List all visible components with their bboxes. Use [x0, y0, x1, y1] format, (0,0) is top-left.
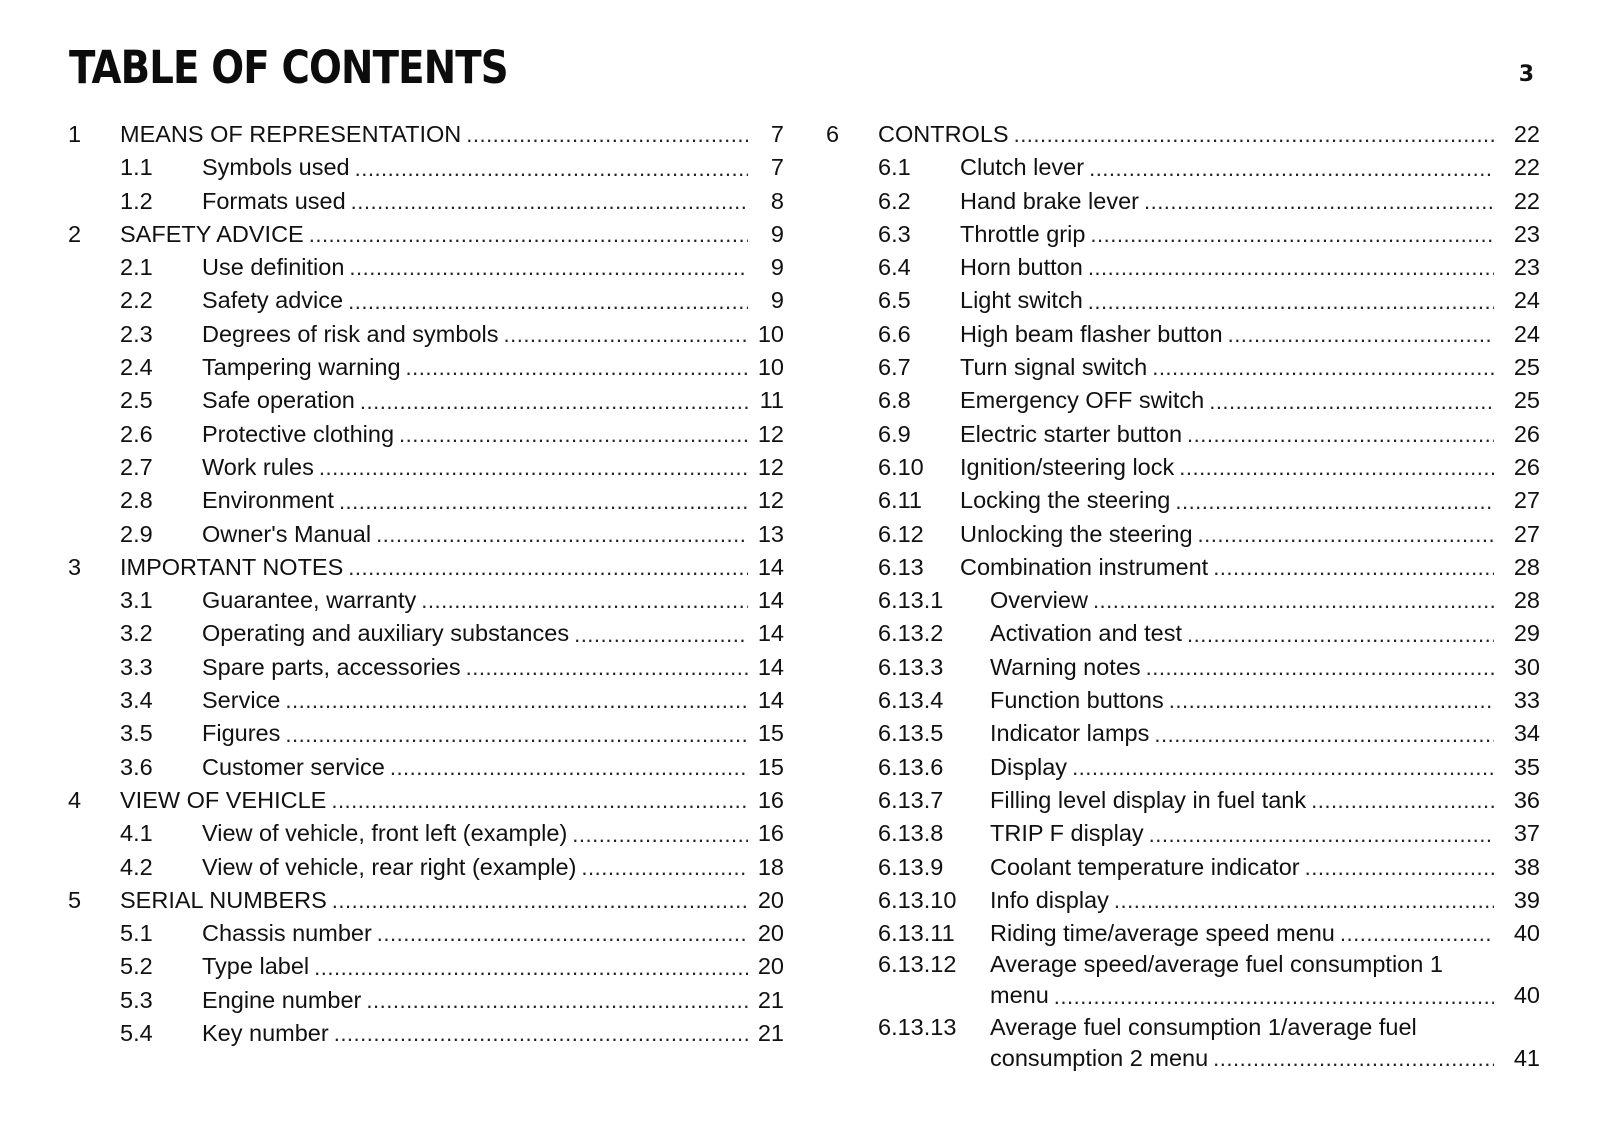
page-title: TABLE OF CONTENTS: [69, 41, 508, 94]
toc-entry: [68, 717, 784, 750]
toc-entry-page: 23: [1513, 254, 1540, 281]
dot-leader: [1093, 584, 1494, 617]
toc-entry-title: VIEW OF VEHICLE: [120, 786, 327, 813]
dot-leader: [1088, 285, 1494, 318]
toc-entry-number: 6.13.11: [878, 920, 955, 947]
dot-leader: [319, 451, 748, 484]
dot-leader: [1014, 118, 1494, 151]
toc-entry-number: 3: [68, 553, 82, 580]
toc-entry: [68, 984, 784, 1017]
toc-entry-title: Spare parts, accessories: [202, 653, 461, 680]
toc-entry: [68, 251, 784, 284]
toc-entry-number: 6.13.10: [878, 886, 957, 913]
dot-leader: [1213, 551, 1494, 584]
toc-entry-number: 6.12: [878, 520, 924, 547]
dot-leader: [406, 351, 748, 384]
toc-entry-title: View of vehicle, rear right (example): [202, 853, 577, 880]
toc-entry-title: CONTROLS: [878, 121, 1009, 147]
toc-entry-title: Operating and auxiliary substances: [202, 620, 570, 647]
toc-entry-page: 20: [757, 920, 784, 947]
toc-entry-page: 28: [1513, 553, 1540, 580]
toc-entry-number: 1.2: [120, 187, 153, 214]
toc-entry-number: 3.3: [120, 653, 153, 680]
toc-entry-page: 20: [757, 886, 784, 913]
toc-entry: [826, 617, 1540, 650]
toc-entry-title: Function buttons: [990, 687, 1164, 714]
toc-entry-page: 27: [1513, 487, 1540, 514]
toc-entry-title: Hand brake lever: [960, 187, 1139, 214]
toc-entry-page: 40: [1513, 982, 1540, 1009]
toc-entry-page: 13: [757, 520, 784, 547]
toc-entry-title: Safe operation: [202, 387, 355, 414]
toc-entry: [826, 651, 1540, 684]
toc-entry-title: Protective clothing: [202, 420, 395, 447]
dot-leader: [1088, 251, 1494, 284]
toc-entry: [68, 218, 784, 251]
toc-entry-number: 2.6: [120, 420, 153, 447]
toc-entry-page: 16: [757, 820, 784, 847]
toc-entry-number: 6.2: [878, 187, 911, 214]
toc-entry-page: 25: [1513, 354, 1540, 381]
toc-entry-page: 24: [1513, 320, 1540, 347]
dot-leader: [314, 951, 748, 984]
dot-leader: [1340, 917, 1494, 950]
toc-right-column: [826, 118, 1540, 1075]
toc-entry-title: High beam flasher button: [960, 320, 1223, 347]
toc-entry-title: Filling level display in fuel tank: [990, 786, 1307, 813]
toc-entry: [68, 817, 784, 850]
toc-entry-page: 14: [757, 687, 784, 714]
toc-entry-number: 6.13.2: [878, 620, 944, 647]
toc-entry-title: Light switch: [960, 287, 1083, 314]
toc-entry: [68, 351, 784, 384]
dot-leader: [1090, 218, 1494, 251]
toc-entry-number: 6.5: [878, 287, 911, 314]
dot-leader: [421, 584, 748, 617]
page-number: 3: [1518, 62, 1534, 87]
toc-entry-title: Service: [202, 687, 281, 714]
toc-entry: [68, 451, 784, 484]
toc-entry-page: 29: [1513, 620, 1540, 647]
toc-entry-title: Combination instrument: [960, 553, 1209, 580]
toc-entry-number: 6.13.3: [878, 653, 944, 680]
dot-leader: [503, 318, 748, 351]
dot-leader: [1152, 351, 1494, 384]
dot-leader: [1146, 651, 1494, 684]
dot-leader: [309, 218, 748, 251]
dot-leader: [1305, 851, 1494, 884]
toc-entry: [68, 950, 784, 983]
toc-entry: [68, 318, 784, 351]
toc-entry-number: 2.5: [120, 387, 153, 414]
toc-entry-title: Environment: [202, 487, 334, 514]
toc-entry-title: Customer service: [202, 753, 385, 780]
toc-entry-title: Chassis number: [202, 920, 372, 947]
dot-leader: [399, 418, 748, 451]
toc-entry: [826, 751, 1540, 784]
dot-leader: [285, 718, 748, 751]
dot-leader: [348, 285, 748, 318]
toc-entry-page: 39: [1513, 886, 1540, 913]
dot-leader: [1198, 518, 1494, 551]
toc-entry-number: 4: [68, 786, 82, 813]
toc-entry-title: Unlocking the steering: [960, 520, 1193, 547]
dot-leader: [366, 984, 748, 1017]
toc-entry: [68, 185, 784, 218]
toc-entry-number: 3.6: [120, 753, 153, 780]
toc-entry-number: 6.6: [878, 320, 911, 347]
toc-entry-number: 3.1: [120, 587, 153, 614]
toc-entry: [826, 118, 1540, 151]
dot-leader: [1213, 1042, 1494, 1075]
toc-entry-title: Riding time/average speed menu: [990, 920, 1335, 947]
toc-entry: [68, 651, 784, 684]
toc-entry-number: 3.4: [120, 687, 153, 714]
toc-entry: [826, 684, 1540, 717]
toc-entry-page: 20: [757, 953, 784, 980]
toc-entry-title: View of vehicle, front left (example): [202, 820, 568, 847]
toc-entry-page: 10: [757, 320, 784, 347]
toc-entry-title: Figures: [202, 720, 281, 747]
toc-entry-number: 6.13.6: [878, 753, 944, 780]
toc-entry: [68, 284, 784, 317]
dot-leader: [1311, 784, 1494, 817]
toc-entry-title: Engine number: [202, 986, 362, 1013]
toc-entry-number: 6.13.9: [878, 853, 944, 880]
toc-entry: [826, 950, 1540, 979]
toc-entry-title: Coolant temperature indicator: [990, 853, 1300, 880]
dot-leader: [376, 518, 748, 551]
toc-entry-page: 21: [757, 986, 784, 1013]
toc-entry-page: 23: [1513, 220, 1540, 247]
toc-entry-number: 6.13.5: [878, 720, 944, 747]
toc-entry-page: 33: [1513, 687, 1540, 714]
dot-leader: [377, 917, 748, 950]
toc-entry-number: 6.3: [878, 220, 911, 247]
toc-entry-page: 18: [757, 853, 784, 880]
toc-entry: [826, 218, 1540, 251]
dot-leader: [1144, 185, 1494, 218]
toc-entry-title: Turn signal switch: [960, 354, 1148, 381]
toc-entry-title: Horn button: [960, 254, 1083, 281]
toc-entry-number: 5: [68, 886, 82, 913]
toc-entry-title: Emergency OFF switch: [960, 387, 1205, 414]
toc-entry-title: Display: [990, 753, 1068, 780]
toc-entry-page: 15: [757, 753, 784, 780]
toc-entry-number: 6.11: [878, 487, 922, 514]
toc-entry-number: 1.1: [120, 154, 153, 181]
toc-entry-number: 6.13.1: [878, 587, 944, 614]
toc-entry-number: 6.13.12: [878, 951, 957, 978]
dot-leader: [334, 1017, 748, 1050]
toc-entry-number: 4.1: [120, 820, 153, 847]
toc-entry: [826, 917, 1540, 950]
toc-entry-title: Key number: [202, 1020, 329, 1047]
dot-leader: [1072, 751, 1494, 784]
toc-entry-page: 7: [770, 121, 784, 147]
toc-entry: [68, 118, 784, 151]
toc-entry-title: Average fuel consumption 1/average fuel: [990, 1013, 1417, 1040]
toc-entry: [68, 917, 784, 950]
toc-entry-page: 21: [757, 1020, 784, 1047]
toc-entry-page: 22: [1513, 121, 1540, 147]
toc-entry: [68, 851, 784, 884]
dot-leader: [466, 118, 748, 151]
toc-entry-page: 28: [1513, 587, 1540, 614]
dot-leader: [1187, 418, 1494, 451]
toc-entry-number: 2.7: [120, 453, 153, 480]
toc-entry: [826, 185, 1540, 218]
toc-entry-title: Electric starter button: [960, 420, 1183, 447]
toc-entry-title: Locking the steering: [960, 487, 1171, 514]
toc-entry: [826, 884, 1540, 917]
toc-entry: [826, 418, 1540, 451]
toc-entry-page: 9: [770, 220, 784, 247]
toc-entry-number: 6.13.13: [878, 1013, 957, 1040]
toc-entry-title: TRIP F display: [990, 820, 1144, 847]
toc-entry-title: Degrees of risk and symbols: [202, 320, 499, 347]
toc-entry-title: Info display: [990, 886, 1109, 913]
toc-entry-number: 2: [68, 220, 82, 247]
dot-leader: [1054, 980, 1494, 1013]
toc-entry-page: 22: [1513, 154, 1540, 181]
toc-entry-page: 35: [1513, 753, 1540, 780]
toc-entry-number: 6.4: [878, 254, 911, 281]
toc-entry-page: 15: [757, 720, 784, 747]
toc-entry: [826, 584, 1540, 617]
toc-entry: [68, 684, 784, 717]
toc-left-column: [68, 118, 784, 1050]
toc-entry-title: Safety advice: [202, 287, 344, 314]
toc-entry: [826, 1013, 1540, 1042]
toc-entry: [826, 518, 1540, 551]
toc-entry-title: Formats used: [202, 187, 346, 214]
toc-entry-page: 30: [1513, 653, 1540, 680]
dot-leader: [1228, 318, 1494, 351]
toc-entry: [826, 151, 1540, 184]
toc-entry: [68, 784, 784, 817]
dot-leader: [1169, 684, 1494, 717]
toc-entry-number: 6.13.7: [878, 786, 944, 813]
toc-entry-number: 6.10: [878, 453, 924, 480]
toc-entry-page: 38: [1513, 853, 1540, 880]
toc-entry-title: Overview: [990, 587, 1088, 614]
dot-leader: [1114, 884, 1494, 917]
toc-entry-page: 22: [1513, 187, 1540, 214]
toc-entry-number: 2.9: [120, 520, 153, 547]
toc-entry: [68, 751, 784, 784]
toc-entry-title: Clutch lever: [960, 154, 1085, 181]
toc-entry: [68, 617, 784, 650]
toc-entry: [68, 484, 784, 517]
toc-entry: [68, 384, 784, 417]
toc-entry-title: MEANS OF REPRESENTATION: [120, 121, 462, 147]
dot-leader: [331, 784, 748, 817]
toc-entry-continuation: [826, 979, 1540, 1012]
toc-entry-number: 6.13.8: [878, 820, 944, 847]
dot-leader: [339, 485, 748, 518]
toc-entry-number: 1: [68, 121, 82, 147]
toc-entry-title: Guarantee, warranty: [202, 587, 417, 614]
toc-entry: [68, 1017, 784, 1050]
toc-entry: [826, 551, 1540, 584]
toc-entry-number: 3.2: [120, 620, 153, 647]
toc-entry: [826, 817, 1540, 850]
toc-entry: [826, 451, 1540, 484]
dot-leader: [581, 851, 748, 884]
dot-leader: [1209, 385, 1494, 418]
toc-entry: [68, 884, 784, 917]
toc-entry-title: Average speed/average fuel consumption 1: [990, 951, 1443, 978]
dot-leader: [351, 185, 748, 218]
toc-entry-title: Use definition: [202, 254, 345, 281]
toc-entry-number: 2.1: [120, 254, 153, 281]
toc-entry-page: 16: [757, 786, 784, 813]
dot-leader: [360, 385, 748, 418]
toc-entry-title: Work rules: [202, 453, 314, 480]
toc-entry-title: Throttle grip: [960, 220, 1086, 247]
toc-entry-page: 26: [1513, 453, 1540, 480]
toc-entry-number: 2.4: [120, 354, 153, 381]
toc-entry: [68, 151, 784, 184]
toc-entry-number: 5.1: [120, 920, 153, 947]
toc-entry-title: Tampering warning: [202, 354, 401, 381]
toc-entry-number: 3.5: [120, 720, 153, 747]
dot-leader: [1179, 451, 1494, 484]
dot-leader: [1154, 718, 1494, 751]
toc-entry-number: 4.2: [120, 853, 153, 880]
toc-entry-title: Type label: [202, 953, 310, 980]
toc-entry: [68, 418, 784, 451]
dot-leader: [1187, 618, 1494, 651]
toc-entry-number: 2.2: [120, 287, 153, 314]
toc-entry-page: 14: [757, 587, 784, 614]
toc-entry-page: 9: [770, 287, 784, 314]
toc-entry-number: 5.3: [120, 986, 153, 1013]
toc-entry-page: 40: [1513, 920, 1540, 947]
toc-entry-page: 12: [757, 453, 784, 480]
toc-entry-page: 36: [1513, 786, 1540, 813]
toc-entry-page: 9: [770, 254, 784, 281]
dot-leader: [390, 751, 748, 784]
toc-entry-title: SAFETY ADVICE: [120, 220, 304, 247]
toc-entry-title: Owner's Manual: [202, 520, 372, 547]
toc-entry-title-cont: consumption 2 menu: [990, 1044, 1209, 1071]
toc-entry-number: 6: [826, 121, 840, 147]
toc-entry-number: 6.8: [878, 387, 911, 414]
toc-entry: [826, 384, 1540, 417]
dot-leader: [466, 651, 748, 684]
toc-entry-page: 12: [757, 487, 784, 514]
toc-entry: [826, 251, 1540, 284]
toc-entry-number: 2.8: [120, 487, 153, 514]
toc-entry-page: 7: [770, 154, 784, 181]
dot-leader: [1149, 818, 1494, 851]
toc-entry-number: 5.2: [120, 953, 153, 980]
toc-entry: [68, 551, 784, 584]
toc-entry-page: 14: [757, 553, 784, 580]
toc-entry-title: SERIAL NUMBERS: [120, 886, 327, 913]
toc-entry-page: 25: [1513, 387, 1540, 414]
toc-entry-title: Symbols used: [202, 154, 350, 181]
toc-entry-page: 26: [1513, 420, 1540, 447]
toc-entry-title: Warning notes: [990, 653, 1141, 680]
toc-entry-page: 10: [757, 354, 784, 381]
toc-entry-continuation: [826, 1042, 1540, 1075]
toc-entry: [826, 351, 1540, 384]
dot-leader: [572, 818, 748, 851]
toc-entry-page: 14: [757, 620, 784, 647]
toc-entry: [826, 717, 1540, 750]
toc-entry-number: 2.3: [120, 320, 153, 347]
dot-leader: [1089, 152, 1494, 185]
toc-entry: [826, 484, 1540, 517]
toc-entry-page: 41: [1513, 1044, 1540, 1071]
toc-entry: [68, 584, 784, 617]
dot-leader: [285, 684, 748, 717]
toc-entry-title: IMPORTANT NOTES: [120, 553, 344, 580]
toc-entry-title: Ignition/steering lock: [960, 453, 1175, 480]
toc-entry-title: Activation and test: [990, 620, 1183, 647]
toc-entry: [826, 784, 1540, 817]
toc-entry-page: 24: [1513, 287, 1540, 314]
dot-leader: [574, 618, 748, 651]
dot-leader: [332, 884, 748, 917]
toc-entry-number: 6.13.4: [878, 687, 944, 714]
dot-leader: [348, 551, 748, 584]
toc-entry-title-cont: menu: [990, 982, 1049, 1009]
toc-entry-page: 11: [759, 387, 784, 414]
toc-entry-title: Indicator lamps: [990, 720, 1150, 747]
dot-leader: [349, 251, 748, 284]
toc-entry-number: 6.7: [878, 354, 911, 381]
toc-entry-number: 5.4: [120, 1020, 153, 1047]
toc-entry-page: 12: [757, 420, 784, 447]
toc-entry-number: 6.1: [878, 154, 911, 181]
toc-entry-number: 6.13: [878, 553, 924, 580]
dot-leader: [355, 152, 748, 185]
toc-entry-page: 14: [757, 653, 784, 680]
toc-entry-page: 34: [1513, 720, 1540, 747]
toc-entry: [826, 851, 1540, 884]
toc-entry: [826, 318, 1540, 351]
toc-entry-page: 27: [1513, 520, 1540, 547]
toc-entry-page: 8: [770, 187, 784, 214]
toc-entry-page: 37: [1513, 820, 1540, 847]
toc-entry: [826, 284, 1540, 317]
toc-entry: [68, 518, 784, 551]
toc-entry-number: 6.9: [878, 420, 911, 447]
dot-leader: [1175, 485, 1494, 518]
